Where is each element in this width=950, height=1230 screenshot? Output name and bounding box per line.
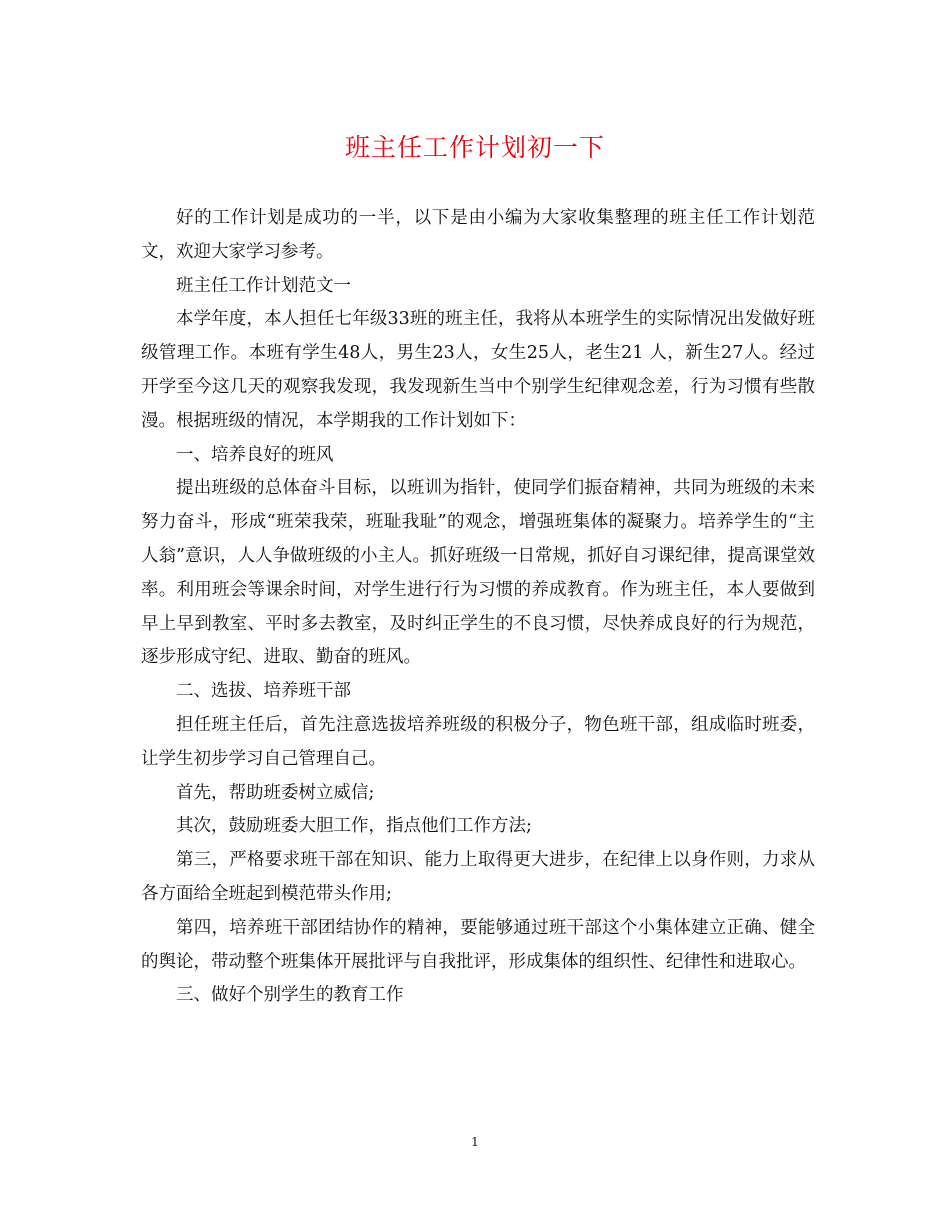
document-body <box>141 202 815 1013</box>
page-number: 1 <box>471 1135 479 1149</box>
paragraph-class-cadres: 担任班主任后，首先注意选拔培养班级的积极分子，物色班干部，组成临时班委，让学生初步学习自己管理自己。 <box>141 714 815 769</box>
section-heading-class-cadres: 二、选拔、培养班干部 <box>176 681 351 702</box>
paragraph-class-spirit: 提出班级的总体奋斗目标，以班训为指针，使同学们振奋精神，共同为班级的未来努力奋斗，形成“班荣我荣，班耻我耻”的观念，增强班集体的凝聚力。培养学生的“主人翁”意识，人人争做班级的小主人。抓好班级一日常规，抓好自习课纪律，提高课堂效率。利用班会等课余时间，对学生进行行为习惯的养成教育。作为班主任，本人要做到早上早到教室、平时多去教室，及时纠正学生的不良习惯，尽快养成良好的行为规范，逐步形成守纪、进取、勤奋的班风。 <box>141 478 815 668</box>
section-heading-class-spirit: 一、培养良好的班风 <box>176 444 334 465</box>
section-heading-sample-one: 班主任工作计划范文一 <box>176 275 351 296</box>
paragraph-intro: 好的工作计划是成功的一半，以下是由小编为大家收集整理的班主任工作计划范文，欢迎大家学习参考。 <box>141 208 815 262</box>
list-item-fourth: 第四，培养班干部团结协作的精神，要能够通过班干部这个小集体建立正确、健全的舆论，带动整个班集体开展批评与自我批评，形成集体的组织性、纪律性和进取心。 <box>141 917 815 972</box>
list-item-second: 其次，鼓励班委大胆工作，指点他们工作方法; <box>176 816 532 837</box>
list-item-third: 第三，严格要求班干部在知识、能力上取得更大进步，在纪律上以身作则，力求从各方面给全班起到模范带头作用; <box>141 850 815 904</box>
document-title: 班主任工作计划初一下 <box>344 133 605 162</box>
section-heading-individual-students: 三、做好个别学生的教育工作 <box>176 985 404 1006</box>
paragraph-class-overview: 本学年度，本人担任七年级33班的班主任，我将从本班学生的实际情况出发做好班级管理工作。本班有学生48人，男生23人，女生25人，老生21 人，新生27人。经过开学至今这几天的观察我发现，我发现新生当中个别学生纪律观念差，行为习惯有些散漫。根据班级的情况，本学期我的工作计划如下： <box>141 309 815 431</box>
list-item-first: 首先，帮助班委树立威信; <box>176 782 375 803</box>
